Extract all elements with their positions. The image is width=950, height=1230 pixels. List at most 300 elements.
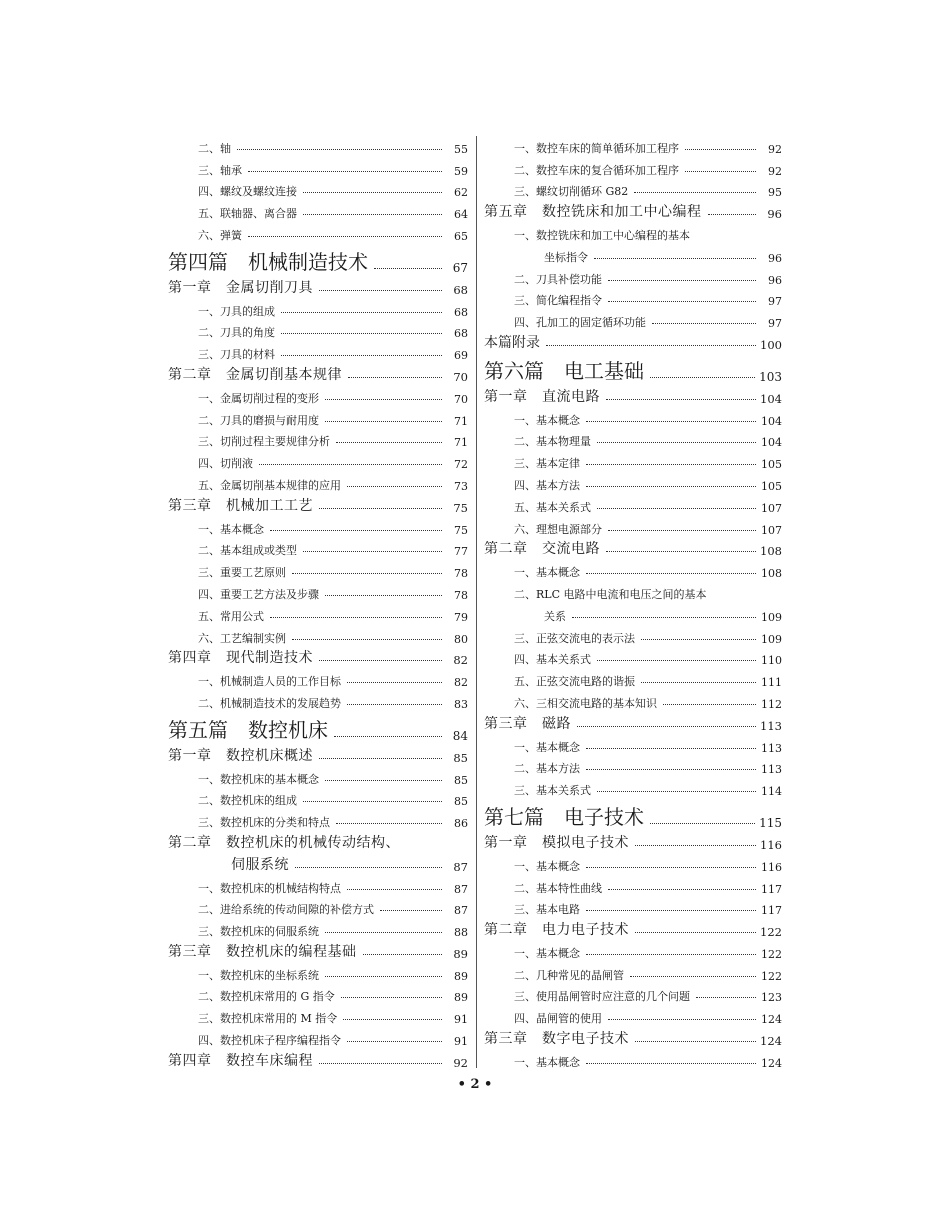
toc-entry-page: 78 — [454, 588, 468, 602]
dot-leader — [292, 573, 442, 574]
toc-part-entry — [168, 243, 468, 275]
dot-leader — [281, 333, 442, 334]
toc-chapter-entry — [484, 711, 782, 733]
toc-section-entry — [168, 874, 468, 896]
toc-entry-title: 六、三相交流电路的基本知识 — [514, 696, 657, 710]
toc-entry-page: 80 — [454, 632, 468, 646]
dot-leader — [270, 617, 442, 618]
dot-leader — [586, 486, 756, 487]
dot-leader — [319, 508, 442, 509]
toc-entry-title: 坐标指令 — [544, 250, 588, 264]
toc-entry-title: 三、数控机床常用的 M 指令 — [198, 1012, 338, 1026]
toc-entry-title: 第一章 直流电路 — [484, 388, 600, 405]
toc-section-continuation — [484, 243, 782, 265]
toc-entry-page: 107 — [761, 501, 782, 515]
toc-entry-title: 二、基本组成或类型 — [198, 544, 297, 558]
toc-entry-title: 第四篇 机械制造技术 — [168, 249, 368, 274]
toc-entry-page: 104 — [760, 391, 782, 406]
toc-entry-title: 六、弹簧 — [198, 228, 242, 242]
dot-leader — [685, 149, 756, 150]
dot-leader — [325, 932, 442, 933]
toc-section-entry — [484, 646, 782, 668]
toc-entry-page: 107 — [761, 523, 782, 537]
page-number: • 2 • — [457, 1077, 493, 1092]
dot-leader — [343, 1019, 442, 1020]
dot-leader — [281, 355, 442, 356]
toc-entry-title: 五、常用公式 — [198, 609, 264, 623]
toc-entry-title: 三、正弦交流电的表示法 — [514, 631, 635, 645]
toc-entry-page: 85 — [453, 750, 468, 765]
toc-chapter-entry — [168, 830, 468, 852]
toc-entry-page: 104 — [761, 436, 782, 450]
toc-entry-page: 111 — [761, 676, 782, 690]
toc-entry-title: 三、基本定律 — [514, 457, 580, 471]
dot-leader — [325, 421, 442, 422]
dot-leader — [586, 910, 756, 911]
dot-leader — [295, 867, 442, 868]
toc-entry-page: 87 — [454, 882, 468, 896]
toc-chapter-entry — [484, 199, 782, 221]
dot-leader — [270, 530, 442, 531]
toc-section-entry — [484, 983, 782, 1005]
toc-entry-page: 65 — [454, 229, 468, 243]
toc-entry-title: 三、数控机床的分类和特点 — [198, 816, 330, 830]
toc-entry-page: 87 — [454, 904, 468, 918]
toc-entry-page: 68 — [454, 305, 468, 319]
toc-section-entry — [168, 558, 468, 580]
toc-section-entry — [484, 776, 782, 798]
toc-entry-title: 五、金属切削基本规律的应用 — [198, 478, 341, 492]
toc-entry-page: 68 — [454, 327, 468, 341]
toc-chapter-entry — [168, 743, 468, 765]
toc-entry-page: 114 — [761, 785, 782, 799]
toc-section-entry — [168, 787, 468, 809]
toc-entry-title: 二、RLC 电路中电流和电压之间的基本 — [514, 587, 707, 601]
toc-entry-title: 一、机械制造人员的工作目标 — [198, 675, 341, 689]
toc-entry-title: 第四章 现代制造技术 — [168, 650, 313, 667]
dot-leader — [325, 399, 442, 400]
toc-entry-title: 一、基本概念 — [198, 522, 264, 536]
toc-section-entry — [484, 896, 782, 918]
dot-leader — [635, 1041, 756, 1042]
toc-section-entry — [484, 265, 782, 287]
dot-leader — [608, 1019, 756, 1020]
toc-entry-page: 71 — [454, 436, 468, 450]
toc-section-entry — [168, 765, 468, 787]
dot-leader — [347, 704, 442, 705]
toc-entry-title: 第三章 磁路 — [484, 715, 571, 732]
toc-section-entry — [168, 199, 468, 221]
toc-section-entry — [168, 983, 468, 1005]
toc-entry-page: 108 — [761, 567, 782, 581]
toc-entry-page: 103 — [759, 369, 782, 384]
toc-entry-page: 62 — [454, 186, 468, 200]
toc-entry-title: 五、基本关系式 — [514, 500, 591, 514]
toc-entry-title: 第七篇 电子技术 — [484, 805, 644, 830]
dot-leader — [586, 464, 756, 465]
dot-leader — [586, 573, 756, 574]
dot-leader — [606, 399, 756, 400]
dot-leader — [319, 290, 442, 291]
toc-entry-title: 二、刀具补偿功能 — [514, 272, 602, 286]
toc-entry-page: 97 — [768, 317, 782, 331]
toc-entry-page: 113 — [760, 718, 782, 733]
toc-entry-title: 三、刀具的材料 — [198, 348, 275, 362]
toc-chapter-entry — [168, 646, 468, 668]
toc-entry-page: 108 — [760, 544, 782, 559]
toc-entry-title: 三、基本关系式 — [514, 784, 591, 798]
toc-entry-page: 92 — [453, 1055, 468, 1070]
toc-entry-page: 113 — [761, 741, 782, 755]
dot-leader — [594, 258, 756, 259]
toc-entry-page: 77 — [454, 545, 468, 559]
toc-section-continuation — [484, 602, 782, 624]
toc-entry-title: 第二章 电力电子技术 — [484, 922, 629, 939]
toc-entry-title: 二、数控机床常用的 G 指令 — [198, 990, 335, 1004]
toc-entry-title: 一、数控机床的基本概念 — [198, 772, 319, 786]
dot-leader — [586, 748, 756, 749]
toc-entry-title: 二、轴 — [198, 141, 231, 155]
dot-leader — [586, 867, 756, 868]
toc-section-entry — [484, 134, 782, 156]
toc-entry-title: 本篇附录 — [484, 334, 540, 351]
dot-leader — [608, 889, 756, 890]
toc-entry-title: 二、基本方法 — [514, 762, 580, 776]
toc-chapter-entry — [484, 830, 782, 852]
toc-entry-title: 二、进给系统的传动间隙的补偿方式 — [198, 903, 374, 917]
toc-section-entry — [168, 471, 468, 493]
toc-chapter-continuation — [168, 852, 468, 874]
toc-section-entry — [168, 1026, 468, 1048]
toc-entry-title: 第一章 模拟电子技术 — [484, 834, 629, 851]
toc-entry-title: 第二章 交流电路 — [484, 541, 600, 558]
toc-entry-title: 二、基本物理量 — [514, 435, 591, 449]
toc-chapter-entry — [484, 1026, 782, 1048]
toc-entry-page: 75 — [453, 500, 468, 515]
toc-entry-page: 95 — [768, 186, 782, 200]
toc-entry-page: 110 — [761, 654, 782, 668]
toc-entry-title: 第一章 数控机床概述 — [168, 747, 313, 764]
toc-entry-page: 70 — [453, 369, 468, 384]
toc-entry-title: 三、重要工艺原则 — [198, 566, 286, 580]
toc-entry-title: 四、螺纹及螺纹连接 — [198, 185, 297, 199]
toc-entry-page: 124 — [760, 1034, 782, 1049]
toc-entry-title: 第三章 数控机床的编程基础 — [168, 943, 357, 960]
toc-section-entry — [168, 406, 468, 428]
toc-entry-title: 第三章 数字电子技术 — [484, 1031, 629, 1048]
toc-entry-page: 122 — [761, 947, 782, 961]
toc-section-entry — [168, 515, 468, 537]
toc-entry-title: 六、理想电源部分 — [514, 522, 602, 536]
toc-section-entry — [168, 1004, 468, 1026]
toc-entry-page: 78 — [454, 567, 468, 581]
dot-leader — [281, 312, 442, 313]
toc-entry-title: 二、基本特性曲线 — [514, 881, 602, 895]
dot-leader — [586, 1063, 756, 1064]
dot-leader — [685, 171, 756, 172]
dot-leader — [303, 214, 442, 215]
toc-entry-page: 112 — [761, 697, 782, 711]
toc-section-entry — [484, 406, 782, 428]
dot-leader — [319, 758, 442, 759]
toc-section-entry — [168, 449, 468, 471]
toc-part-entry — [484, 352, 782, 384]
toc-section-entry — [484, 689, 782, 711]
dot-leader — [348, 377, 442, 378]
toc-chapter-entry — [168, 493, 468, 515]
toc-entry-page: 124 — [761, 1013, 782, 1027]
toc-entry-page: 105 — [761, 479, 782, 493]
toc-chapter-entry — [484, 917, 782, 939]
toc-entry-title: 四、孔加工的固定循环功能 — [514, 316, 646, 330]
toc-section-entry — [484, 156, 782, 178]
toc-entry-page: 92 — [768, 164, 782, 178]
dot-leader — [347, 1041, 442, 1042]
toc-section-entry — [168, 156, 468, 178]
toc-entry-title: 一、基本概念 — [514, 566, 580, 580]
toc-chapter-entry — [484, 537, 782, 559]
toc-entry-title: 一、数控机床的机械结构特点 — [198, 881, 341, 895]
toc-entry-page: 105 — [761, 458, 782, 472]
toc-chapter-entry — [484, 384, 782, 406]
toc-section-entry — [484, 308, 782, 330]
toc-entry-title: 第六篇 电工基础 — [484, 358, 644, 383]
toc-entry-title: 三、使用晶闸管时应注意的几个问题 — [514, 990, 690, 1004]
toc-left-column — [168, 134, 468, 1070]
dot-leader — [597, 660, 756, 661]
toc-entry-title: 四、数控机床子程序编程指令 — [198, 1034, 341, 1048]
toc-entry-title: 第一章 金属切削刀具 — [168, 279, 313, 296]
toc-entry-page: 87 — [453, 859, 468, 874]
dot-leader — [347, 889, 442, 890]
toc-section-entry — [168, 667, 468, 689]
dot-leader — [586, 954, 756, 955]
toc-appendix-entry — [484, 330, 782, 352]
toc-entry-page: 113 — [761, 763, 782, 777]
toc-section-entry — [168, 221, 468, 243]
toc-entry-page: 68 — [453, 282, 468, 297]
toc-entry-page: 122 — [761, 969, 782, 983]
dot-leader — [380, 910, 442, 911]
dot-leader — [248, 171, 442, 172]
toc-entry-page: 117 — [761, 882, 782, 896]
dot-leader — [577, 726, 756, 727]
dot-leader — [572, 617, 756, 618]
toc-entry-title: 一、数控机床的坐标系统 — [198, 968, 319, 982]
toc-entry-page: 124 — [761, 1056, 782, 1070]
toc-section-entry — [168, 178, 468, 200]
toc-section-entry — [168, 340, 468, 362]
toc-entry-page: 64 — [454, 208, 468, 222]
toc-section-entry — [484, 1048, 782, 1070]
toc-section-entry — [168, 602, 468, 624]
dot-leader — [546, 345, 756, 346]
toc-entry-page: 89 — [453, 946, 468, 961]
toc-section-entry — [168, 624, 468, 646]
toc-entry-page: 91 — [454, 1013, 468, 1027]
toc-entry-title: 四、晶闸管的使用 — [514, 1012, 602, 1026]
toc-section-entry — [484, 580, 782, 602]
toc-entry-page: 69 — [454, 349, 468, 363]
toc-section-entry — [168, 319, 468, 341]
dot-leader — [325, 595, 442, 596]
toc-entry-page: 122 — [760, 925, 782, 940]
toc-entry-page: 67 — [452, 260, 468, 275]
toc-section-entry — [484, 852, 782, 874]
dot-leader — [336, 823, 442, 824]
dot-leader — [597, 442, 756, 443]
toc-entry-page: 89 — [454, 969, 468, 983]
dot-leader — [374, 268, 442, 269]
toc-entry-title: 三、数控机床的伺服系统 — [198, 925, 319, 939]
toc-section-entry — [168, 428, 468, 450]
toc-entry-title: 一、基本概念 — [514, 1055, 580, 1069]
toc-entry-page: 71 — [454, 414, 468, 428]
dot-leader — [292, 639, 442, 640]
dot-leader — [319, 660, 442, 661]
dot-leader — [237, 149, 442, 150]
dot-leader — [650, 377, 755, 378]
toc-entry-page: 83 — [454, 697, 468, 711]
toc-entry-page: 96 — [767, 207, 782, 222]
dot-leader — [708, 214, 757, 215]
toc-entry-page: 59 — [454, 164, 468, 178]
toc-entry-title: 第五篇 数控机床 — [168, 717, 328, 742]
toc-entry-page: 97 — [768, 295, 782, 309]
toc-section-entry — [484, 624, 782, 646]
toc-entry-title: 第三章 机械加工工艺 — [168, 497, 313, 514]
dot-leader — [597, 508, 756, 509]
toc-entry-title: 第五章 数控铣床和加工中心编程 — [484, 204, 702, 221]
toc-entry-title: 六、工艺编制实例 — [198, 631, 286, 645]
toc-entry-title: 三、轴承 — [198, 163, 242, 177]
dot-leader — [696, 997, 756, 998]
toc-section-entry — [484, 449, 782, 471]
toc-entry-title: 四、重要工艺方法及步骤 — [198, 587, 319, 601]
toc-entry-title: 三、螺纹切削循环 G82 — [514, 185, 629, 199]
dot-leader — [586, 769, 756, 770]
toc-entry-title: 一、刀具的组成 — [198, 304, 275, 318]
dot-leader — [363, 954, 443, 955]
dot-leader — [303, 192, 442, 193]
toc-entry-page: 73 — [454, 479, 468, 493]
toc-entry-page: 116 — [760, 837, 782, 852]
toc-part-entry — [484, 798, 782, 830]
toc-section-entry — [484, 558, 782, 580]
dot-leader — [336, 442, 442, 443]
toc-section-entry — [168, 537, 468, 559]
toc-entry-title: 二、刀具的磨损与耐用度 — [198, 413, 319, 427]
toc-section-entry — [168, 134, 468, 156]
toc-section-entry — [168, 580, 468, 602]
toc-entry-title: 一、基本概念 — [514, 413, 580, 427]
toc-entry-page: 104 — [761, 414, 782, 428]
toc-section-entry — [168, 961, 468, 983]
toc-entry-title: 五、联轴器、离合器 — [198, 207, 297, 221]
toc-part-entry — [168, 711, 468, 743]
toc-entry-page: 91 — [454, 1035, 468, 1049]
dot-leader — [641, 682, 756, 683]
toc-entry-title: 二、几种常见的晶闸管 — [514, 968, 624, 982]
dot-leader — [635, 845, 756, 846]
toc-entry-page: 100 — [760, 337, 782, 352]
column-divider — [476, 136, 477, 1068]
toc-entry-page: 92 — [768, 142, 782, 156]
dot-leader — [259, 464, 442, 465]
toc-entry-page: 84 — [452, 728, 468, 743]
toc-entry-title: 第四章 数控车床编程 — [168, 1052, 313, 1069]
toc-section-entry — [168, 384, 468, 406]
toc-entry-page: 82 — [454, 676, 468, 690]
toc-entry-page: 55 — [454, 142, 468, 156]
dot-leader — [597, 791, 756, 792]
toc-entry-page: 123 — [761, 991, 782, 1005]
toc-entry-title: 二、数控机床的组成 — [198, 794, 297, 808]
dot-leader — [635, 932, 756, 933]
dot-leader — [634, 192, 756, 193]
toc-entry-page: 86 — [454, 817, 468, 831]
toc-entry-title: 四、基本方法 — [514, 478, 580, 492]
dot-leader — [303, 551, 442, 552]
toc-chapter-entry — [168, 275, 468, 297]
toc-section-entry — [484, 755, 782, 777]
toc-section-entry — [484, 428, 782, 450]
toc-entry-title: 一、金属切削过程的变形 — [198, 391, 319, 405]
dot-leader — [663, 704, 756, 705]
toc-entry-page: 85 — [454, 795, 468, 809]
dot-leader — [303, 801, 442, 802]
toc-section-entry — [484, 667, 782, 689]
toc-entry-title: 五、正弦交流电路的谐振 — [514, 675, 635, 689]
dot-leader — [586, 421, 756, 422]
toc-section-entry — [484, 939, 782, 961]
toc-entry-title: 一、数控铣床和加工中心编程的基本 — [514, 228, 690, 242]
toc-section-entry — [484, 493, 782, 515]
toc-entry-title: 二、刀具的角度 — [198, 326, 275, 340]
toc-section-entry — [484, 515, 782, 537]
dot-leader — [347, 486, 442, 487]
toc-section-entry — [484, 221, 782, 243]
dot-leader — [608, 530, 756, 531]
dot-leader — [608, 280, 756, 281]
toc-entry-title: 三、基本电路 — [514, 903, 580, 917]
toc-entry-page: 96 — [768, 273, 782, 287]
toc-entry-title: 三、简化编程指令 — [514, 294, 602, 308]
toc-entry-title: 一、数控车床的简单循环加工程序 — [514, 141, 679, 155]
toc-section-entry — [484, 287, 782, 309]
dot-leader — [325, 976, 442, 977]
toc-section-entry — [484, 733, 782, 755]
toc-entry-title: 四、切削液 — [198, 457, 253, 471]
toc-entry-title: 一、基本概念 — [514, 946, 580, 960]
toc-entry-title: 二、数控车床的复合循环加工程序 — [514, 163, 679, 177]
dot-leader — [341, 997, 442, 998]
toc-section-entry — [168, 808, 468, 830]
toc-entry-page: 109 — [761, 610, 782, 624]
toc-entry-title: 三、切削过程主要规律分析 — [198, 435, 330, 449]
toc-section-entry — [168, 917, 468, 939]
toc-chapter-entry — [168, 1048, 468, 1070]
dot-leader — [248, 236, 442, 237]
toc-entry-page: 117 — [761, 904, 782, 918]
toc-entry-page: 82 — [453, 653, 468, 668]
toc-section-entry — [484, 1004, 782, 1026]
toc-entry-page: 115 — [759, 816, 782, 831]
toc-section-entry — [484, 961, 782, 983]
toc-section-entry — [168, 896, 468, 918]
toc-entry-page: 116 — [761, 860, 782, 874]
toc-entry-page: 75 — [454, 523, 468, 537]
